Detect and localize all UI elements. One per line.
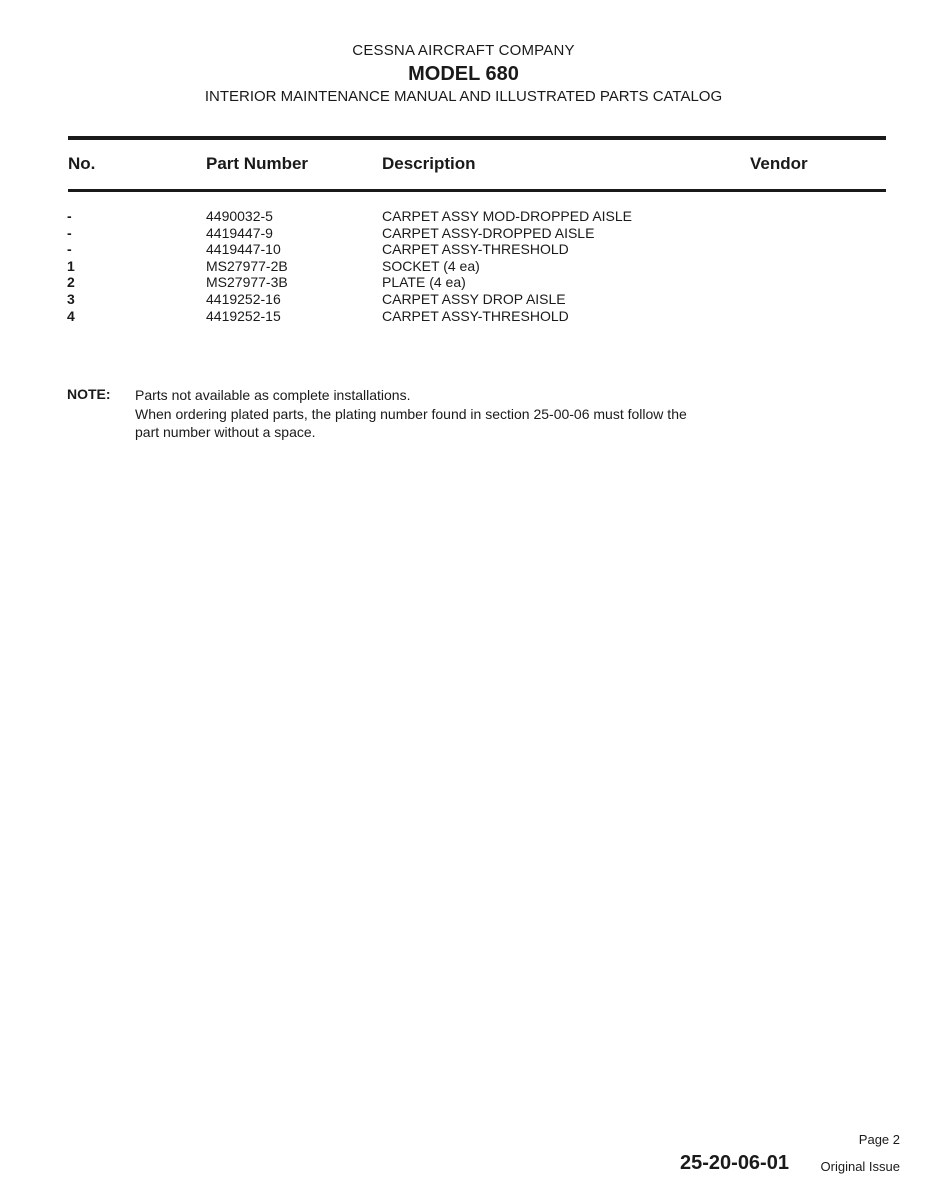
row-item-number: 1 xyxy=(67,257,75,274)
note-line: When ordering plated parts, the plating number found in section 25-00-06 must follow the xyxy=(135,405,687,422)
table-top-rule xyxy=(68,136,886,140)
column-header-part-number: Part Number xyxy=(206,154,309,173)
row-item-number: 2 xyxy=(67,274,75,291)
company-name: CESSNA AIRCRAFT COMPANY xyxy=(352,42,575,59)
table-row xyxy=(0,258,927,275)
note-line: part number without a space. xyxy=(135,424,316,440)
table-row xyxy=(0,208,927,225)
column-header-no: No. xyxy=(68,154,96,173)
row-item-number: 4 xyxy=(67,307,75,324)
model-title: MODEL 680 xyxy=(408,63,519,85)
note-label: NOTE: xyxy=(67,386,111,402)
row-item-number: 3 xyxy=(67,290,75,307)
row-part-number: 4419447-9 xyxy=(206,224,273,241)
table-row xyxy=(0,291,927,308)
row-part-number: MS27977-2B xyxy=(206,257,288,274)
row-description: CARPET ASSY-THRESHOLD xyxy=(382,241,569,258)
table-row xyxy=(0,241,927,258)
note-line: Parts not available as complete installations. xyxy=(135,387,411,403)
issue-status: Original Issue xyxy=(820,1159,900,1174)
row-description: SOCKET (4 ea) xyxy=(382,257,480,274)
row-description: CARPET ASSY MOD-DROPPED AISLE xyxy=(382,208,633,224)
row-item-number: - xyxy=(67,224,72,241)
row-item-number: - xyxy=(67,208,72,224)
parts-table-body xyxy=(0,208,927,324)
row-description: CARPET ASSY DROP AISLE xyxy=(382,290,566,307)
table-row xyxy=(0,225,927,242)
row-part-number: 4419252-15 xyxy=(206,307,281,324)
row-part-number: 4419447-10 xyxy=(206,241,281,258)
table-row xyxy=(0,274,927,291)
row-item-number: - xyxy=(67,241,72,258)
note-text xyxy=(135,386,755,442)
column-header-vendor: Vendor xyxy=(750,154,808,173)
row-description: CARPET ASSY-THRESHOLD xyxy=(382,307,569,324)
row-part-number: 4490032-5 xyxy=(206,208,273,224)
document-number: 25-20-06-01 xyxy=(680,1152,789,1174)
column-header-description: Description xyxy=(382,154,476,173)
table-row xyxy=(0,308,927,325)
row-part-number: MS27977-3B xyxy=(206,274,288,291)
row-part-number: 4419252-16 xyxy=(206,290,281,307)
page-number: Page 2 xyxy=(858,1132,900,1147)
row-description: CARPET ASSY-DROPPED AISLE xyxy=(382,224,595,241)
table-header-rule xyxy=(68,189,886,192)
row-description: PLATE (4 ea) xyxy=(382,274,466,291)
manual-subtitle: INTERIOR MAINTENANCE MANUAL AND ILLUSTRATED PARTS CATALOG xyxy=(204,88,723,105)
